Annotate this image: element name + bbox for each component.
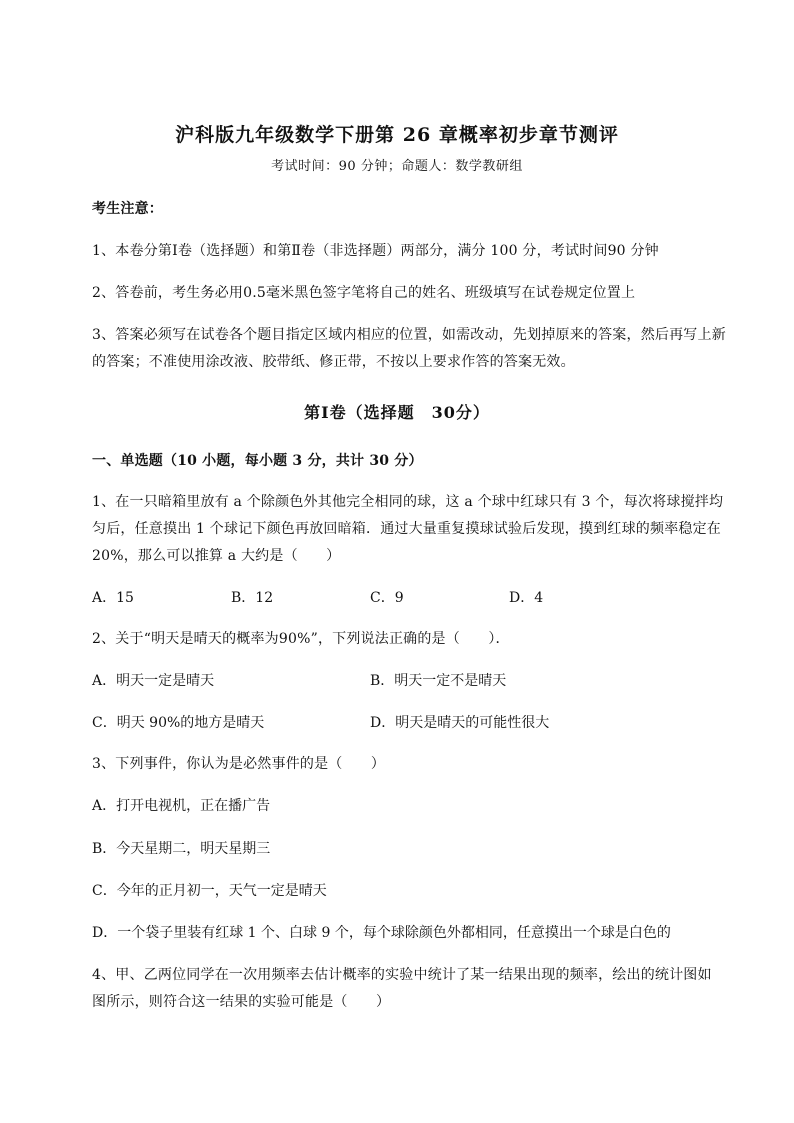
notice-item: 1、本卷分第Ⅰ卷（选择题）和第Ⅱ卷（非选择题）两部分，满分 100 分，考试时间90 分钟	[92, 243, 659, 259]
question-1-option-d: D．4	[509, 590, 544, 606]
notice-item: 2、答卷前，考生务必用0.5毫米黑色签字笔将自己的姓名、班级填写在试卷规定位置上	[92, 285, 636, 301]
notice-item: 的答案；不准使用涂改液、胶带纸、修正带，不按以上要求作答的答案无效。	[92, 354, 575, 370]
question-3-option-d: D．一个袋子里装有红球 1 个、白球 9 个，每个球除颜色外都相同，任意摸出一个球是白色的	[92, 925, 671, 941]
part-heading: 一、单选题（10 小题，每小题 3 分，共计 30 分）	[92, 453, 423, 469]
question-3-line: 3、下列事件，你认为是必然事件的是（ ）	[92, 756, 386, 772]
notice-heading: 考生注意：	[92, 201, 163, 217]
question-4-line: 图所示，则符合这一结果的实验可能是（ ）	[92, 994, 391, 1010]
question-1-option-a: A．15	[92, 590, 134, 606]
question-1-option-c: C．9	[370, 590, 404, 606]
question-2-option-b: B．明天一定不是晴天	[370, 673, 507, 689]
notice-item: 3、答案必须写在试卷各个题目指定区域内相应的位置，如需改动，先划掉原来的答案，然后再写上新	[92, 327, 726, 343]
question-2-option-c: C．明天 90%的地方是晴天	[92, 715, 265, 731]
section-title: 第Ⅰ卷（选择题 30分）	[304, 403, 490, 422]
question-3-option-b: B．今天星期二，明天星期三	[92, 841, 271, 857]
question-2-option-d: D．明天是晴天的可能性很大	[370, 715, 550, 731]
question-1-line: 匀后，任意摸出 1 个球记下颜色再放回暗箱．通过大量重复摸球试验后发现，摸到红球的频率稳定在	[92, 521, 722, 537]
question-1-line: 20%，那么可以推算 a 大约是（ ）	[92, 548, 341, 564]
question-3-option-a: A．打开电视机，正在播广告	[92, 798, 271, 814]
question-2-line: 2、关于“明天是晴天的概率为90%”，下列说法正确的是（ ）．	[92, 631, 510, 647]
question-1-option-b: B．12	[231, 590, 274, 606]
page-title: 沪科版九年级数学下册第 26 章概率初步章节测评	[175, 124, 619, 146]
question-2-option-a: A．明天一定是晴天	[92, 673, 215, 689]
question-4-line: 4、甲、乙两位同学在一次用频率去估计概率的实验中统计了某一结果出现的频率，绘出的统计图如	[92, 967, 712, 983]
question-1-line: 1、在一只暗箱里放有 a 个除颜色外其他完全相同的球，这 a 个球中红球只有 3 个，每次将球搅拌均	[92, 494, 724, 510]
question-3-option-c: C．今年的正月初一，天气一定是晴天	[92, 883, 327, 899]
page-subtitle: 考试时间：90 分钟；命题人：数学教研组	[271, 159, 523, 174]
